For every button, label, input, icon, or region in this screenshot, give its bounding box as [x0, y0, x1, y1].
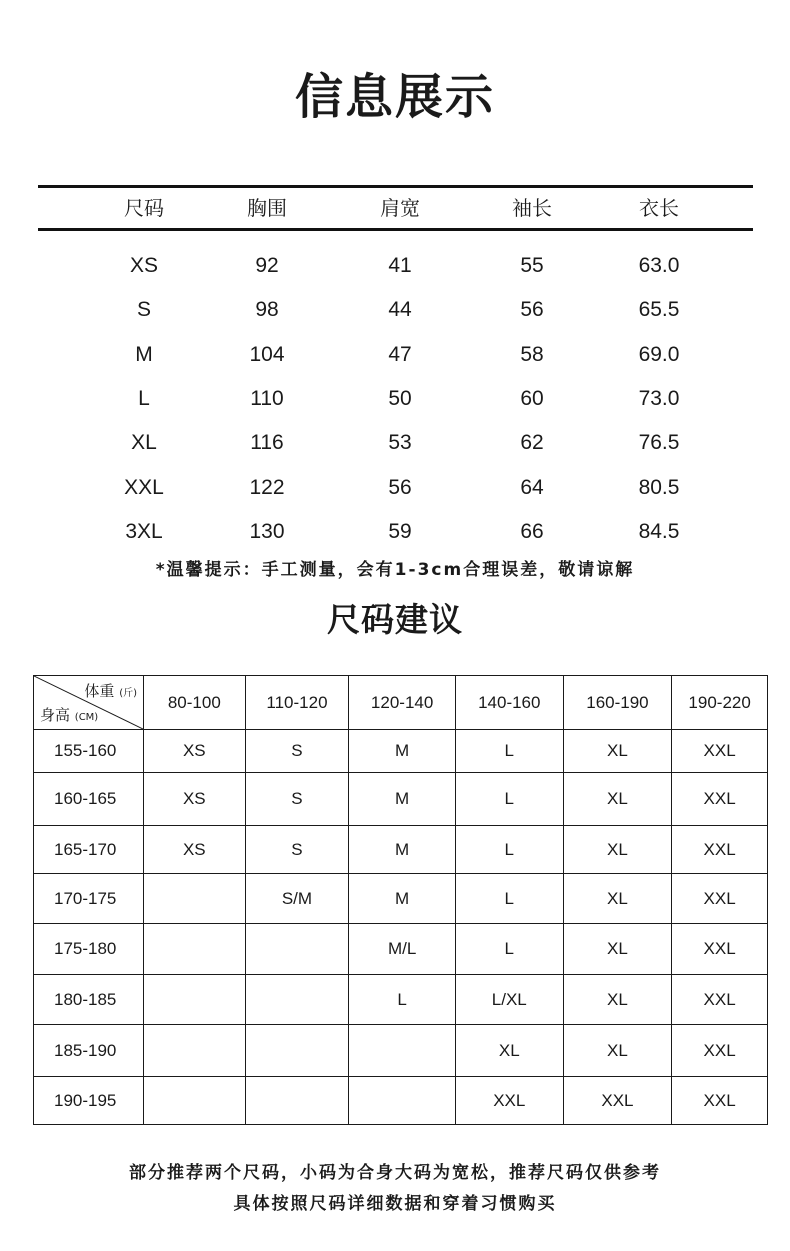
recommended-size: L: [455, 924, 563, 975]
recommended-size: [144, 1025, 246, 1077]
header-length: 衣长: [639, 196, 679, 220]
table-row: [34, 1077, 768, 1125]
footer-note-line2: 具体按照尺码详细数据和穿着习惯购买: [233, 1194, 557, 1214]
table-row: [38, 295, 753, 325]
cell-size: M: [135, 342, 153, 366]
recommended-size: [245, 975, 349, 1025]
recommended-size: XL: [563, 1025, 672, 1077]
recommended-size: XS: [144, 730, 246, 773]
table-row: [34, 1025, 768, 1077]
height-label: 身高 (CM): [40, 706, 99, 724]
cell-chest: 116: [250, 431, 284, 455]
height-range: 160-165: [34, 773, 144, 826]
recommended-size: M/L: [349, 924, 456, 975]
recommended-size: [245, 1025, 349, 1077]
cell-shoulder: 53: [388, 431, 412, 455]
corner-cell: [34, 676, 144, 730]
recommended-size: XXL: [672, 1025, 768, 1077]
size-recommendation-table: [33, 675, 768, 1125]
recommended-size: S: [245, 773, 349, 826]
header-chest: 胸围: [247, 196, 287, 220]
recommended-size: XS: [144, 826, 246, 874]
recommended-size: L: [455, 773, 563, 826]
recommended-size: XL: [563, 773, 672, 826]
table-row: [38, 473, 753, 503]
page-title: 信息展示: [294, 69, 495, 125]
recommended-size: XXL: [672, 730, 768, 773]
height-range: 165-170: [34, 826, 144, 874]
cell-size: S: [136, 298, 151, 322]
cell-sleeve: 55: [520, 254, 544, 277]
recommended-size: XXL: [455, 1077, 563, 1125]
measurement-note: *温馨提示：手工测量，会有1-3cm合理误差，敬请谅解: [155, 560, 635, 580]
table-row: [38, 517, 753, 547]
recommended-size: S/M: [245, 874, 349, 924]
recommended-size: XL: [455, 1025, 563, 1077]
weight-label: 体重 (斤): [84, 682, 137, 700]
recommended-size: XXL: [672, 1077, 768, 1125]
table-row: [38, 251, 753, 281]
height-range: 190-195: [34, 1077, 144, 1125]
recommended-size: L: [349, 975, 456, 1025]
recommended-size: [144, 874, 246, 924]
recommended-size: XS: [144, 773, 246, 826]
cell-length: 84.5: [638, 519, 680, 543]
table-row: [34, 730, 768, 773]
cell-sleeve: 66: [520, 519, 544, 543]
cell-chest: 98: [255, 298, 279, 322]
recommended-size: XL: [563, 826, 672, 874]
recommended-size: M: [349, 874, 456, 924]
table-row: [34, 975, 768, 1025]
weight-range: 140-160: [455, 676, 563, 730]
recommended-size: XXL: [672, 924, 768, 975]
recommended-size: S: [245, 826, 349, 874]
header-shoulder: 肩宽: [380, 196, 420, 220]
cell-size: L: [138, 386, 150, 410]
table-row: [38, 428, 753, 458]
weight-range: 190-220: [672, 676, 768, 730]
height-range: 185-190: [34, 1025, 144, 1077]
recommended-size: XXL: [672, 975, 768, 1025]
cell-length: 63.0: [638, 254, 680, 277]
cell-sleeve: 56: [520, 298, 544, 322]
table-header-rule: [38, 228, 753, 231]
size-table-header: [38, 188, 753, 228]
recommended-size: [144, 924, 246, 975]
cell-sleeve: 58: [520, 342, 544, 366]
cell-length: 69.0: [638, 342, 680, 366]
recommended-size: XL: [563, 874, 672, 924]
header-size: 尺码: [124, 196, 164, 220]
recommended-size: L: [455, 874, 563, 924]
height-range: 180-185: [34, 975, 144, 1025]
recommended-size: XL: [563, 730, 672, 773]
height-range: 175-180: [34, 924, 144, 975]
recommended-size: XXL: [563, 1077, 672, 1125]
cell-shoulder: 41: [388, 254, 412, 277]
table-row: [38, 384, 753, 414]
recommended-size: M: [349, 826, 456, 874]
cell-length: 80.5: [638, 475, 680, 499]
cell-size: 3XL: [125, 519, 163, 543]
recommended-size: L: [455, 730, 563, 773]
recommended-size: S: [245, 730, 349, 773]
recommended-size: XXL: [672, 773, 768, 826]
cell-length: 65.5: [638, 298, 680, 322]
height-range: 155-160: [34, 730, 144, 773]
recommended-size: [144, 1077, 246, 1125]
cell-chest: 110: [250, 386, 284, 410]
header-sleeve: 袖长: [512, 196, 552, 220]
recommended-size: XL: [563, 975, 672, 1025]
cell-length: 76.5: [638, 431, 680, 455]
cell-sleeve: 64: [520, 475, 544, 499]
cell-shoulder: 50: [388, 386, 412, 410]
cell-chest: 92: [255, 254, 279, 277]
section-title: 尺码建议: [327, 600, 463, 639]
recommended-size: [349, 1025, 456, 1077]
cell-shoulder: 56: [388, 475, 412, 499]
cell-size: XXL: [124, 475, 164, 499]
cell-shoulder: 59: [388, 519, 412, 543]
table-row: [34, 874, 768, 924]
table-row: [38, 340, 753, 370]
recommended-size: XXL: [672, 874, 768, 924]
footer-note-line1: 部分推荐两个尺码，小码为合身大码为宽松，推荐尺码仅供参考: [129, 1163, 661, 1183]
recommended-size: XL: [563, 924, 672, 975]
recommended-size: [245, 924, 349, 975]
cell-shoulder: 44: [388, 298, 412, 322]
recommended-size: L/XL: [455, 975, 563, 1025]
table-row: [34, 773, 768, 826]
recommended-size: L: [455, 826, 563, 874]
recommended-size: M: [349, 773, 456, 826]
cell-size: XL: [131, 431, 157, 455]
cell-size: XS: [129, 254, 158, 277]
recommended-size: [245, 1077, 349, 1125]
table-row: [34, 826, 768, 874]
weight-range: 120-140: [349, 676, 456, 730]
cell-chest: 104: [249, 342, 285, 366]
cell-shoulder: 47: [388, 342, 412, 366]
weight-range: 80-100: [144, 676, 246, 730]
cell-sleeve: 62: [520, 431, 544, 455]
recommended-size: XXL: [672, 826, 768, 874]
recommended-size: M: [349, 730, 456, 773]
cell-sleeve: 60: [520, 386, 544, 410]
recommended-size: [349, 1077, 456, 1125]
height-range: 170-175: [34, 874, 144, 924]
weight-range: 160-190: [563, 676, 672, 730]
recommended-size: [144, 975, 246, 1025]
cell-chest: 130: [249, 519, 285, 543]
cell-chest: 122: [249, 475, 285, 499]
table-row: [34, 924, 768, 975]
cell-length: 73.0: [638, 386, 680, 410]
weight-range: 110-120: [245, 676, 349, 730]
